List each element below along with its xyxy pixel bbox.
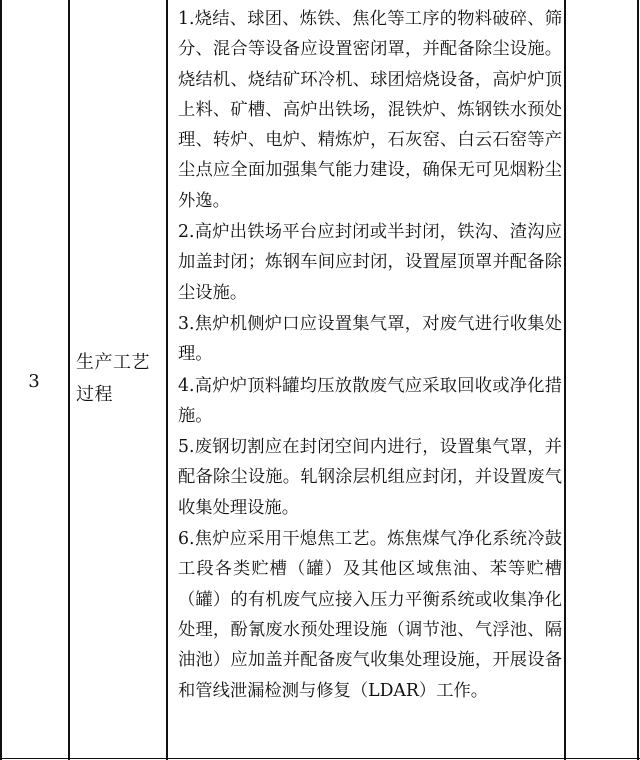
table-border-col2: [166, 0, 168, 760]
row-category: 生产工艺过程: [76, 352, 150, 405]
table-border-col1: [68, 0, 70, 760]
requirement-item-4: 4.高炉炉顶料罐均压放散废气应采取回收或净化措施。: [178, 375, 562, 426]
requirement-item-3: 3.焦炉机侧炉口应设置集气罩，对废气进行收集处理。: [178, 313, 562, 365]
requirement-item-2: 2.高炉出铁场平台应封闭或半封闭，铁沟、渣沟应加盖封闭；炼钢车间应封闭，设置屋顶罩并配备除尘设施。: [178, 222, 562, 303]
requirement-item-6: 6.焦炉应采用干熄焦工艺。炼焦煤气净化系统冷鼓工段各类贮槽（罐）及其他区域焦油、苯等贮槽（罐）的有机废气应接入压力平衡系统或收集净化处理，酚氰废水预处理设施（调节池、气浮池、隔油池）应加盖并配备废气收集处理设施，开展设备和管线泄漏检测与修复（LDAR）工作。: [178, 529, 562, 701]
table-border-col3: [564, 0, 566, 760]
requirement-item-1: 1.烧结、球团、炼铁、焦化等工序的物料破碎、筛分、混合等设备应设置密闭罩，并配备除尘设施。烧结机、烧结矿环冷机、球团焙烧设备，高炉炉顶上料、矿槽、高炉出铁场，混铁炉、炼钢铁水预处理、转炉、电炉、精炼炉，石灰窑、白云石窑等产尘点应全面加强集气能力建设，确保无可见烟粉尘外逸。: [178, 9, 562, 211]
row-index: 3: [28, 371, 40, 392]
requirements-list: [178, 4, 562, 707]
table-border-bottom: [0, 758, 640, 759]
table-border-right: [637, 0, 639, 760]
requirement-item-5: 5.废钢切割应在封闭空间内进行，设置集气罩，并配备除尘设施。轧钢涂层机组应封闭，并设置废气收集处理设施。: [178, 437, 562, 518]
